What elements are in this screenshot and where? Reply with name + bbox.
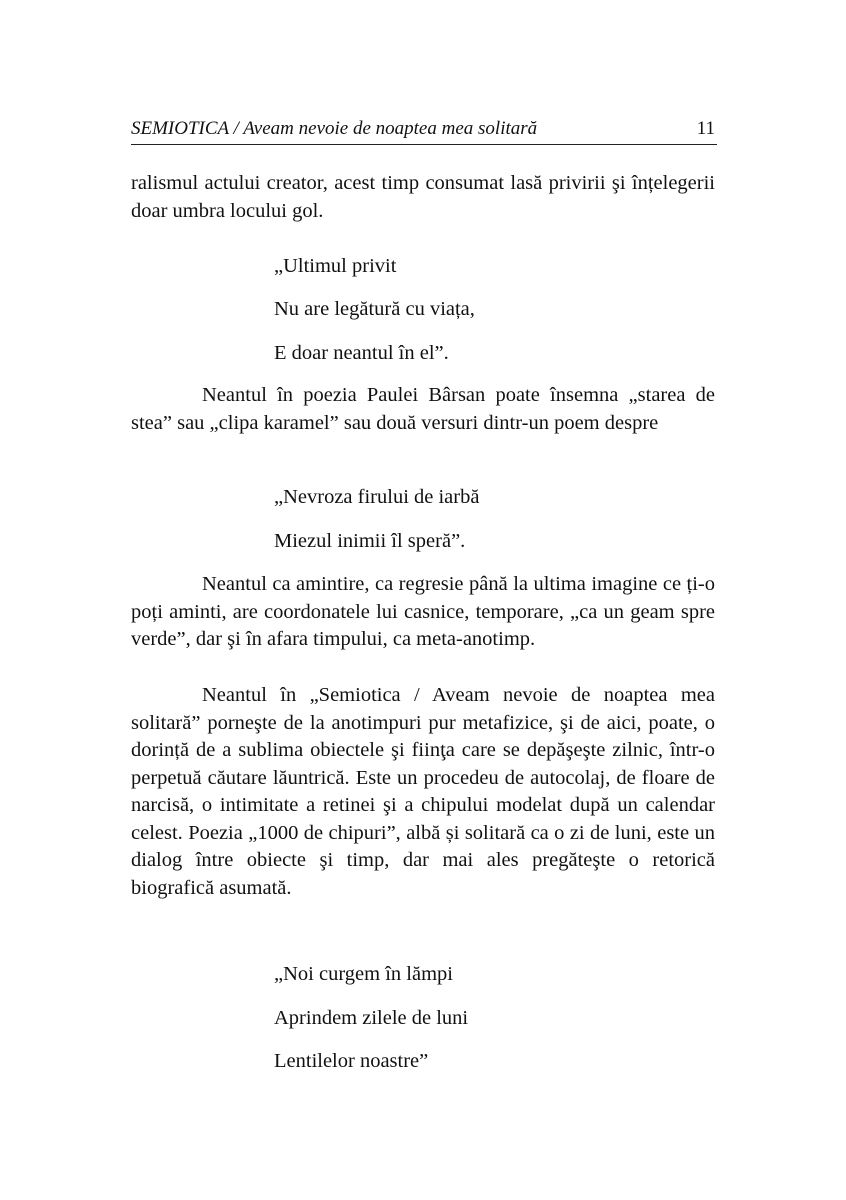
verse-line: „Ultimul privit	[274, 255, 397, 277]
verse-line: Nu are legătură cu viața,	[274, 298, 475, 320]
paragraph-neantul-amintire: Neantul ca amintire, ca regresie până la ultima imagine ce ți-o poți aminti, are coordonatele lui casnice, temporare, „ca un geam spre verde”, dar şi în afara timpului, ca meta-anotimp.	[131, 573, 715, 650]
paragraph-neantul-semiotica: Neantul în „Semiotica / Aveam nevoie de noaptea mea solitară” porneşte de la anotimpuri pur metafizice, şi de aici, poate, o dorință de a sublima obiectele şi fiinţa care se depăşeşte zilnic, într-o perpetuă căutare lăuntrică. Este un procedeu de autocolaj, de floare de narcisă, o intimitate a retinei şi a chipului modelat după un calendar celest. Poezia „1000 de chipuri”, albă și solitară ca o zi de luni, este un dialog între obiecte şi timp, dar mai ales pregăteşte o retorică biografică asumată.	[131, 684, 715, 899]
verse-line: „Nevroza firului de iarbă	[274, 486, 480, 508]
paragraph-neantul-poezia: Neantul în poezia Paulei Bârsan poate însemna „starea de stea” sau „clipa karamel” sau două versuri dintr-un poem despre	[131, 384, 715, 434]
verse-line: E doar neantul în el”.	[274, 342, 449, 364]
verse-line: Lentilelor noastre”	[274, 1050, 429, 1072]
verse-line: Miezul inimii îl speră”.	[274, 530, 466, 552]
page-number: 11	[696, 118, 715, 139]
running-title: SEMIOTICA / Aveam nevoie de noaptea mea solitară	[131, 118, 538, 139]
verse-line: „Noi curgem în lămpi	[274, 963, 453, 985]
running-header	[131, 116, 717, 145]
paragraph-intro: ralismul actului creator, acest timp consumat lasă privirii şi înțelegerii doar umbra locului gol.	[131, 172, 715, 222]
verse-line: Aprindem zilele de luni	[274, 1007, 469, 1029]
